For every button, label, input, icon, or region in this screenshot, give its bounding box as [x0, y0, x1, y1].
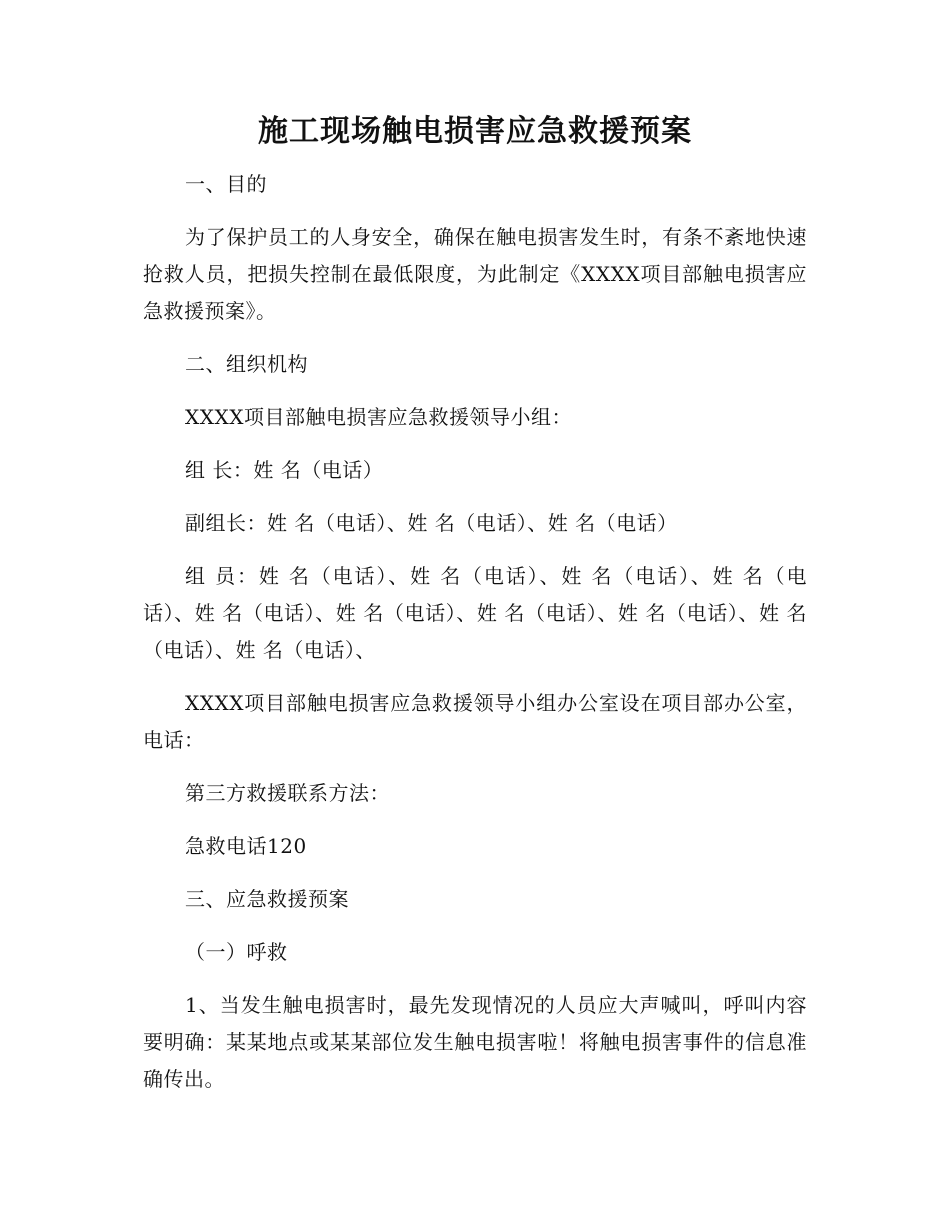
paragraph-purpose: 为了保护员工的人身安全，确保在触电损害发生时，有条不紊地快速抢救人员，把损失控制在最低限度，为此制定《XXXX项目部触电损害应急救援预案》。 [143, 225, 807, 323]
paragraph-call-instructions: 1、当发生触电损害时，最先发现情况的人员应大声喊叫，呼叫内容要明确：某某地点或某某部位发生触电损害啦！将触电损害事件的信息准确传出。 [143, 993, 807, 1091]
paragraph-emergency-phone: 急救电话120 [185, 834, 307, 858]
section-heading-plan: 三、应急救援预案 [185, 887, 349, 911]
document-title: 施工现场触电损害应急救援预案 [258, 114, 692, 149]
paragraph-group-members: 组 员：姓 名（电话）、姓 名（电话）、姓 名（电话）、姓 名（电话）、姓 名（电话）、姓 名（电话）、姓 名（电话）、姓 名（电话）、姓 名（电话）、姓 名（电话）、 [143, 564, 807, 662]
paragraph-office: XXXX项目部触电损害应急救援领导小组办公室设在项目部办公室，电话： [143, 691, 807, 752]
subsection-heading-call: （一）呼救 [185, 940, 288, 964]
paragraph-leadership-group: XXXX项目部触电损害应急救援领导小组： [185, 405, 572, 429]
paragraph-third-party: 第三方救援联系方法： [185, 781, 390, 805]
section-heading-organization: 二、组织机构 [185, 352, 308, 376]
section-heading-purpose: 一、目的 [185, 172, 267, 196]
paragraph-group-leader: 组 长：姓 名（电话） [185, 458, 384, 482]
document-body [143, 166, 807, 1098]
paragraph-deputy-leaders: 副组长：姓 名（电话）、姓 名（电话）、姓 名（电话） [185, 511, 678, 535]
